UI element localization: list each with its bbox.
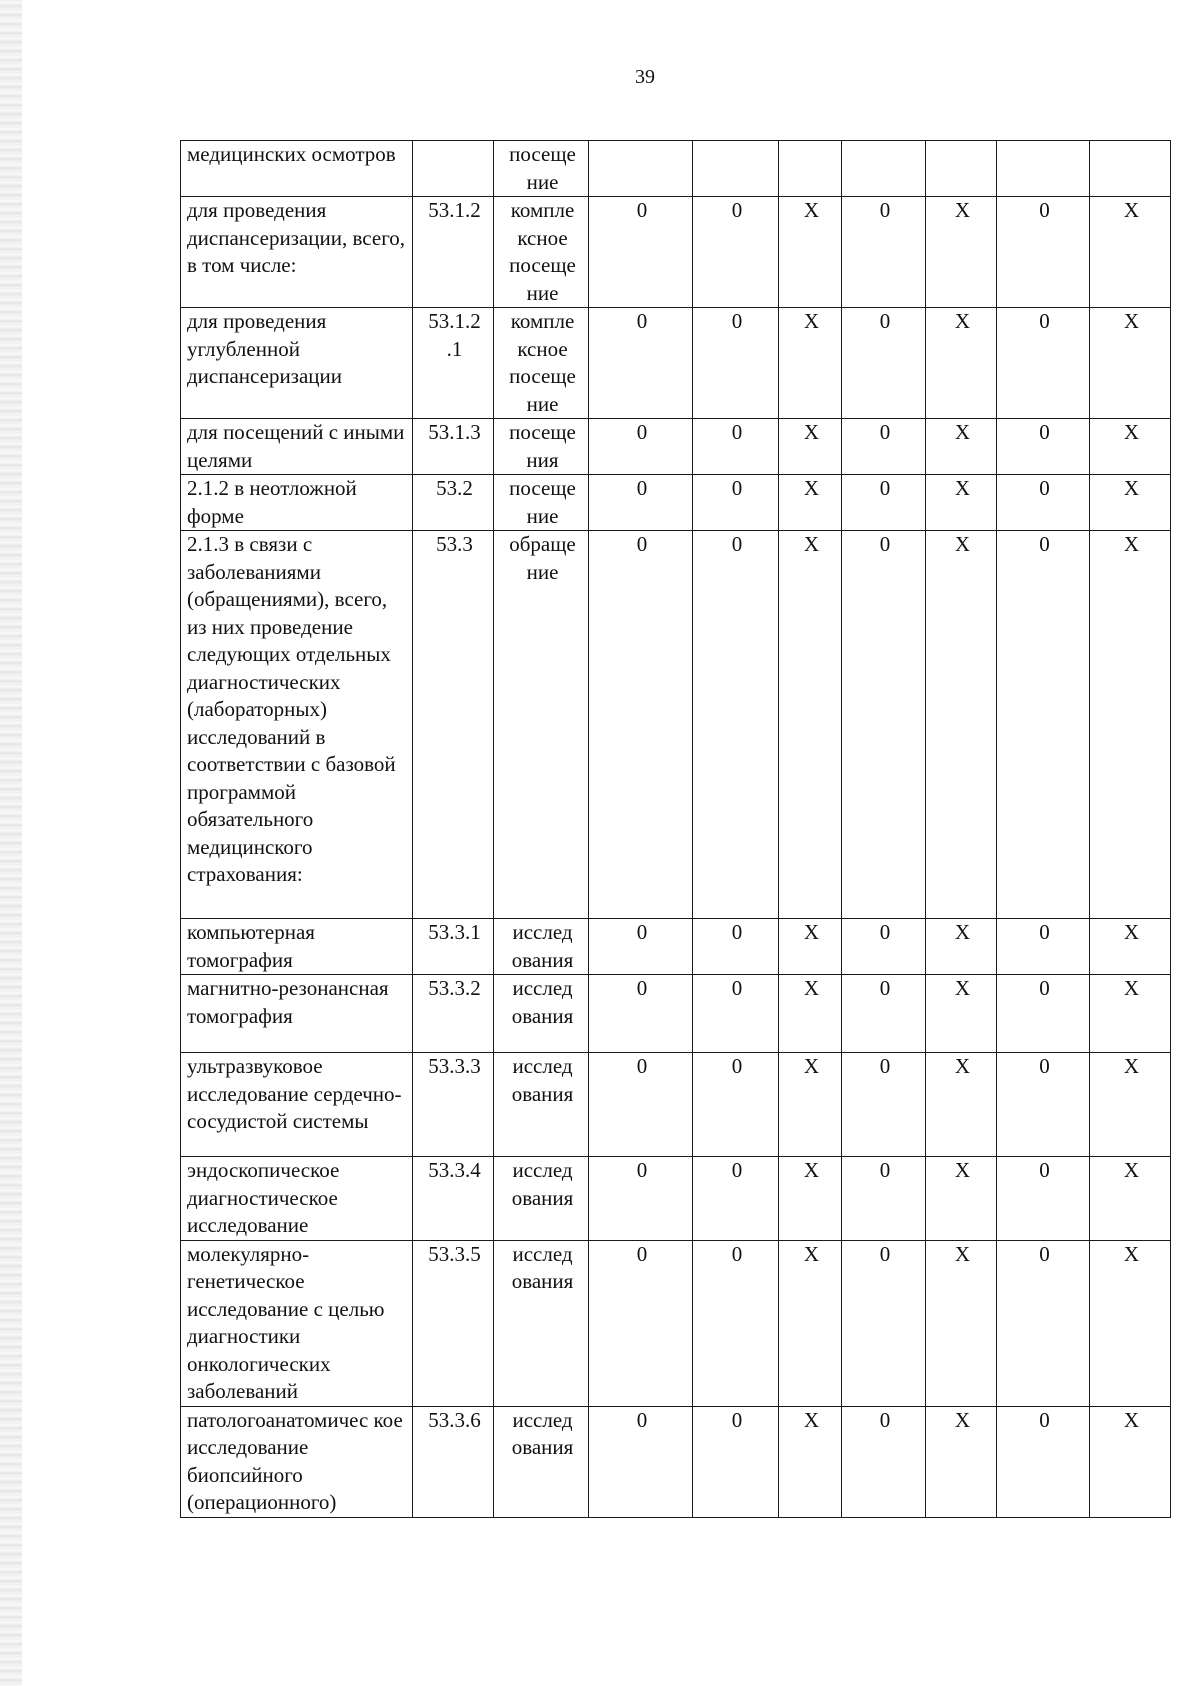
table-row <box>181 475 1171 531</box>
row-code-cell <box>413 141 494 197</box>
row-value-cell: X <box>1090 919 1171 975</box>
row-value-cell: X <box>1090 1053 1171 1157</box>
row-code-cell: 53.2 <box>413 475 494 531</box>
row-value-cell: 0 <box>842 1053 926 1157</box>
row-code-cell: 53.1.2 .1 <box>413 308 494 419</box>
row-value-cell <box>842 141 926 197</box>
row-name-cell: молекулярно-генетическое исследование с целью диагностики онкологических заболеваний <box>181 1240 413 1406</box>
row-value-cell <box>589 141 693 197</box>
table-row <box>181 1406 1171 1517</box>
row-value-cell: 0 <box>589 1406 693 1517</box>
row-value-cell: X <box>1090 975 1171 1053</box>
row-value-cell: X <box>926 419 997 475</box>
row-unit-cell: исслед ования <box>494 1053 589 1157</box>
row-value-cell: 0 <box>693 1157 779 1241</box>
row-value-cell: 0 <box>693 975 779 1053</box>
row-code-cell: 53.1.3 <box>413 419 494 475</box>
row-value-cell: X <box>1090 475 1171 531</box>
row-value-cell <box>926 141 997 197</box>
row-value-cell: X <box>779 197 842 308</box>
page-number: 39 <box>635 66 655 88</box>
row-value-cell: X <box>779 1406 842 1517</box>
row-name-cell: магнитно-резонансная томография <box>181 975 413 1053</box>
row-value-cell: 0 <box>589 975 693 1053</box>
row-value-cell: 0 <box>842 419 926 475</box>
row-value-cell: X <box>779 919 842 975</box>
row-value-cell <box>779 141 842 197</box>
row-value-cell: 0 <box>997 419 1090 475</box>
row-name-cell: патологоанатомичес кое исследование биопсийного (операционного) <box>181 1406 413 1517</box>
row-value-cell: X <box>926 475 997 531</box>
row-value-cell: 0 <box>997 475 1090 531</box>
row-name-cell: 2.1.3 в связи с заболеваниями (обращениями), всего, из них проведение следующих отдельных диагностических (лабораторных) исследований в соответствии с базовой программой обязательного медицинского страхования: <box>181 531 413 919</box>
row-unit-cell: исслед ования <box>494 1240 589 1406</box>
row-value-cell: X <box>779 419 842 475</box>
row-value-cell: 0 <box>842 1157 926 1241</box>
row-value-cell: 0 <box>842 975 926 1053</box>
row-unit-cell: компле ксное посеще ние <box>494 197 589 308</box>
row-value-cell: 0 <box>693 419 779 475</box>
row-name-cell: компьютерная томография <box>181 919 413 975</box>
table-row <box>181 141 1171 197</box>
row-value-cell: X <box>1090 197 1171 308</box>
row-value-cell: 0 <box>589 197 693 308</box>
row-value-cell: 0 <box>997 531 1090 919</box>
table-row <box>181 1157 1171 1241</box>
row-value-cell: 0 <box>589 1157 693 1241</box>
table-row <box>181 975 1171 1053</box>
table-row <box>181 197 1171 308</box>
row-value-cell: 0 <box>842 1406 926 1517</box>
row-value-cell <box>1090 141 1171 197</box>
row-value-cell: X <box>779 1240 842 1406</box>
row-value-cell: X <box>926 1053 997 1157</box>
row-value-cell: 0 <box>693 308 779 419</box>
row-name-cell: ультразвуковое исследование сердечно-сосудистой системы <box>181 1053 413 1157</box>
row-value-cell: 0 <box>842 475 926 531</box>
row-unit-cell: посеще ние <box>494 141 589 197</box>
row-name-cell: для посещений с иными целями <box>181 419 413 475</box>
row-value-cell: X <box>779 531 842 919</box>
row-unit-cell: компле ксное посеще ние <box>494 308 589 419</box>
row-value-cell: 0 <box>997 975 1090 1053</box>
row-value-cell: X <box>926 975 997 1053</box>
row-value-cell: X <box>926 1406 997 1517</box>
row-code-cell: 53.3.2 <box>413 975 494 1053</box>
row-value-cell: 0 <box>997 308 1090 419</box>
row-code-cell: 53.1.2 <box>413 197 494 308</box>
row-value-cell: 0 <box>997 919 1090 975</box>
table-row <box>181 1053 1171 1157</box>
row-value-cell: X <box>1090 1157 1171 1241</box>
row-value-cell: 0 <box>997 1240 1090 1406</box>
row-value-cell: 0 <box>589 1240 693 1406</box>
row-value-cell: X <box>779 308 842 419</box>
table-row <box>181 308 1171 419</box>
row-value-cell: X <box>926 531 997 919</box>
row-value-cell: X <box>1090 308 1171 419</box>
table-row <box>181 1240 1171 1406</box>
row-value-cell: 0 <box>842 531 926 919</box>
row-value-cell: 0 <box>997 1157 1090 1241</box>
row-value-cell: 0 <box>997 1406 1090 1517</box>
row-value-cell: X <box>926 1240 997 1406</box>
row-value-cell: 0 <box>693 1406 779 1517</box>
row-value-cell: 0 <box>589 531 693 919</box>
row-value-cell: 0 <box>589 308 693 419</box>
row-name-cell: 2.1.2 в неотложной форме <box>181 475 413 531</box>
row-code-cell: 53.3 <box>413 531 494 919</box>
scan-edge-artifact <box>0 0 22 1686</box>
table-row <box>181 531 1171 919</box>
row-value-cell: 0 <box>693 1240 779 1406</box>
row-value-cell: X <box>1090 419 1171 475</box>
row-unit-cell: посеще ния <box>494 419 589 475</box>
row-name-cell: для проведения углубленной диспансеризации <box>181 308 413 419</box>
row-value-cell: X <box>926 308 997 419</box>
row-value-cell: X <box>1090 1406 1171 1517</box>
row-code-cell: 53.3.6 <box>413 1406 494 1517</box>
row-value-cell: X <box>926 1157 997 1241</box>
table-row <box>181 919 1171 975</box>
row-value-cell: X <box>1090 1240 1171 1406</box>
row-value-cell: 0 <box>842 1240 926 1406</box>
row-value-cell: 0 <box>589 475 693 531</box>
row-unit-cell: исслед ования <box>494 919 589 975</box>
row-name-cell: медицинских осмотров <box>181 141 413 197</box>
row-value-cell: 0 <box>693 475 779 531</box>
row-name-cell: для проведения диспансеризации, всего, в том числе: <box>181 197 413 308</box>
row-value-cell: 0 <box>997 1053 1090 1157</box>
row-code-cell: 53.3.1 <box>413 919 494 975</box>
row-code-cell: 53.3.4 <box>413 1157 494 1241</box>
row-unit-cell: посеще ние <box>494 475 589 531</box>
row-code-cell: 53.3.3 <box>413 1053 494 1157</box>
row-value-cell <box>693 141 779 197</box>
row-value-cell <box>997 141 1090 197</box>
row-unit-cell: исслед ования <box>494 1406 589 1517</box>
row-value-cell: 0 <box>589 419 693 475</box>
row-value-cell: 0 <box>842 197 926 308</box>
row-value-cell: X <box>779 475 842 531</box>
row-value-cell: 0 <box>842 919 926 975</box>
row-value-cell: X <box>779 975 842 1053</box>
row-value-cell: 0 <box>693 531 779 919</box>
row-value-cell: 0 <box>693 197 779 308</box>
row-unit-cell: исслед ования <box>494 975 589 1053</box>
row-value-cell: 0 <box>693 919 779 975</box>
row-value-cell: 0 <box>842 308 926 419</box>
data-table <box>180 140 1171 1518</box>
row-value-cell: 0 <box>997 197 1090 308</box>
row-value-cell: 0 <box>589 1053 693 1157</box>
row-code-cell: 53.3.5 <box>413 1240 494 1406</box>
row-name-cell: эндоскопическое диагностическое исследование <box>181 1157 413 1241</box>
row-value-cell: X <box>926 197 997 308</box>
row-value-cell: 0 <box>589 919 693 975</box>
row-value-cell: X <box>779 1053 842 1157</box>
row-unit-cell: исслед ования <box>494 1157 589 1241</box>
row-value-cell: 0 <box>693 1053 779 1157</box>
row-value-cell: X <box>926 919 997 975</box>
table-row <box>181 419 1171 475</box>
row-value-cell: X <box>1090 531 1171 919</box>
row-value-cell: X <box>779 1157 842 1241</box>
row-unit-cell: обраще ние <box>494 531 589 919</box>
